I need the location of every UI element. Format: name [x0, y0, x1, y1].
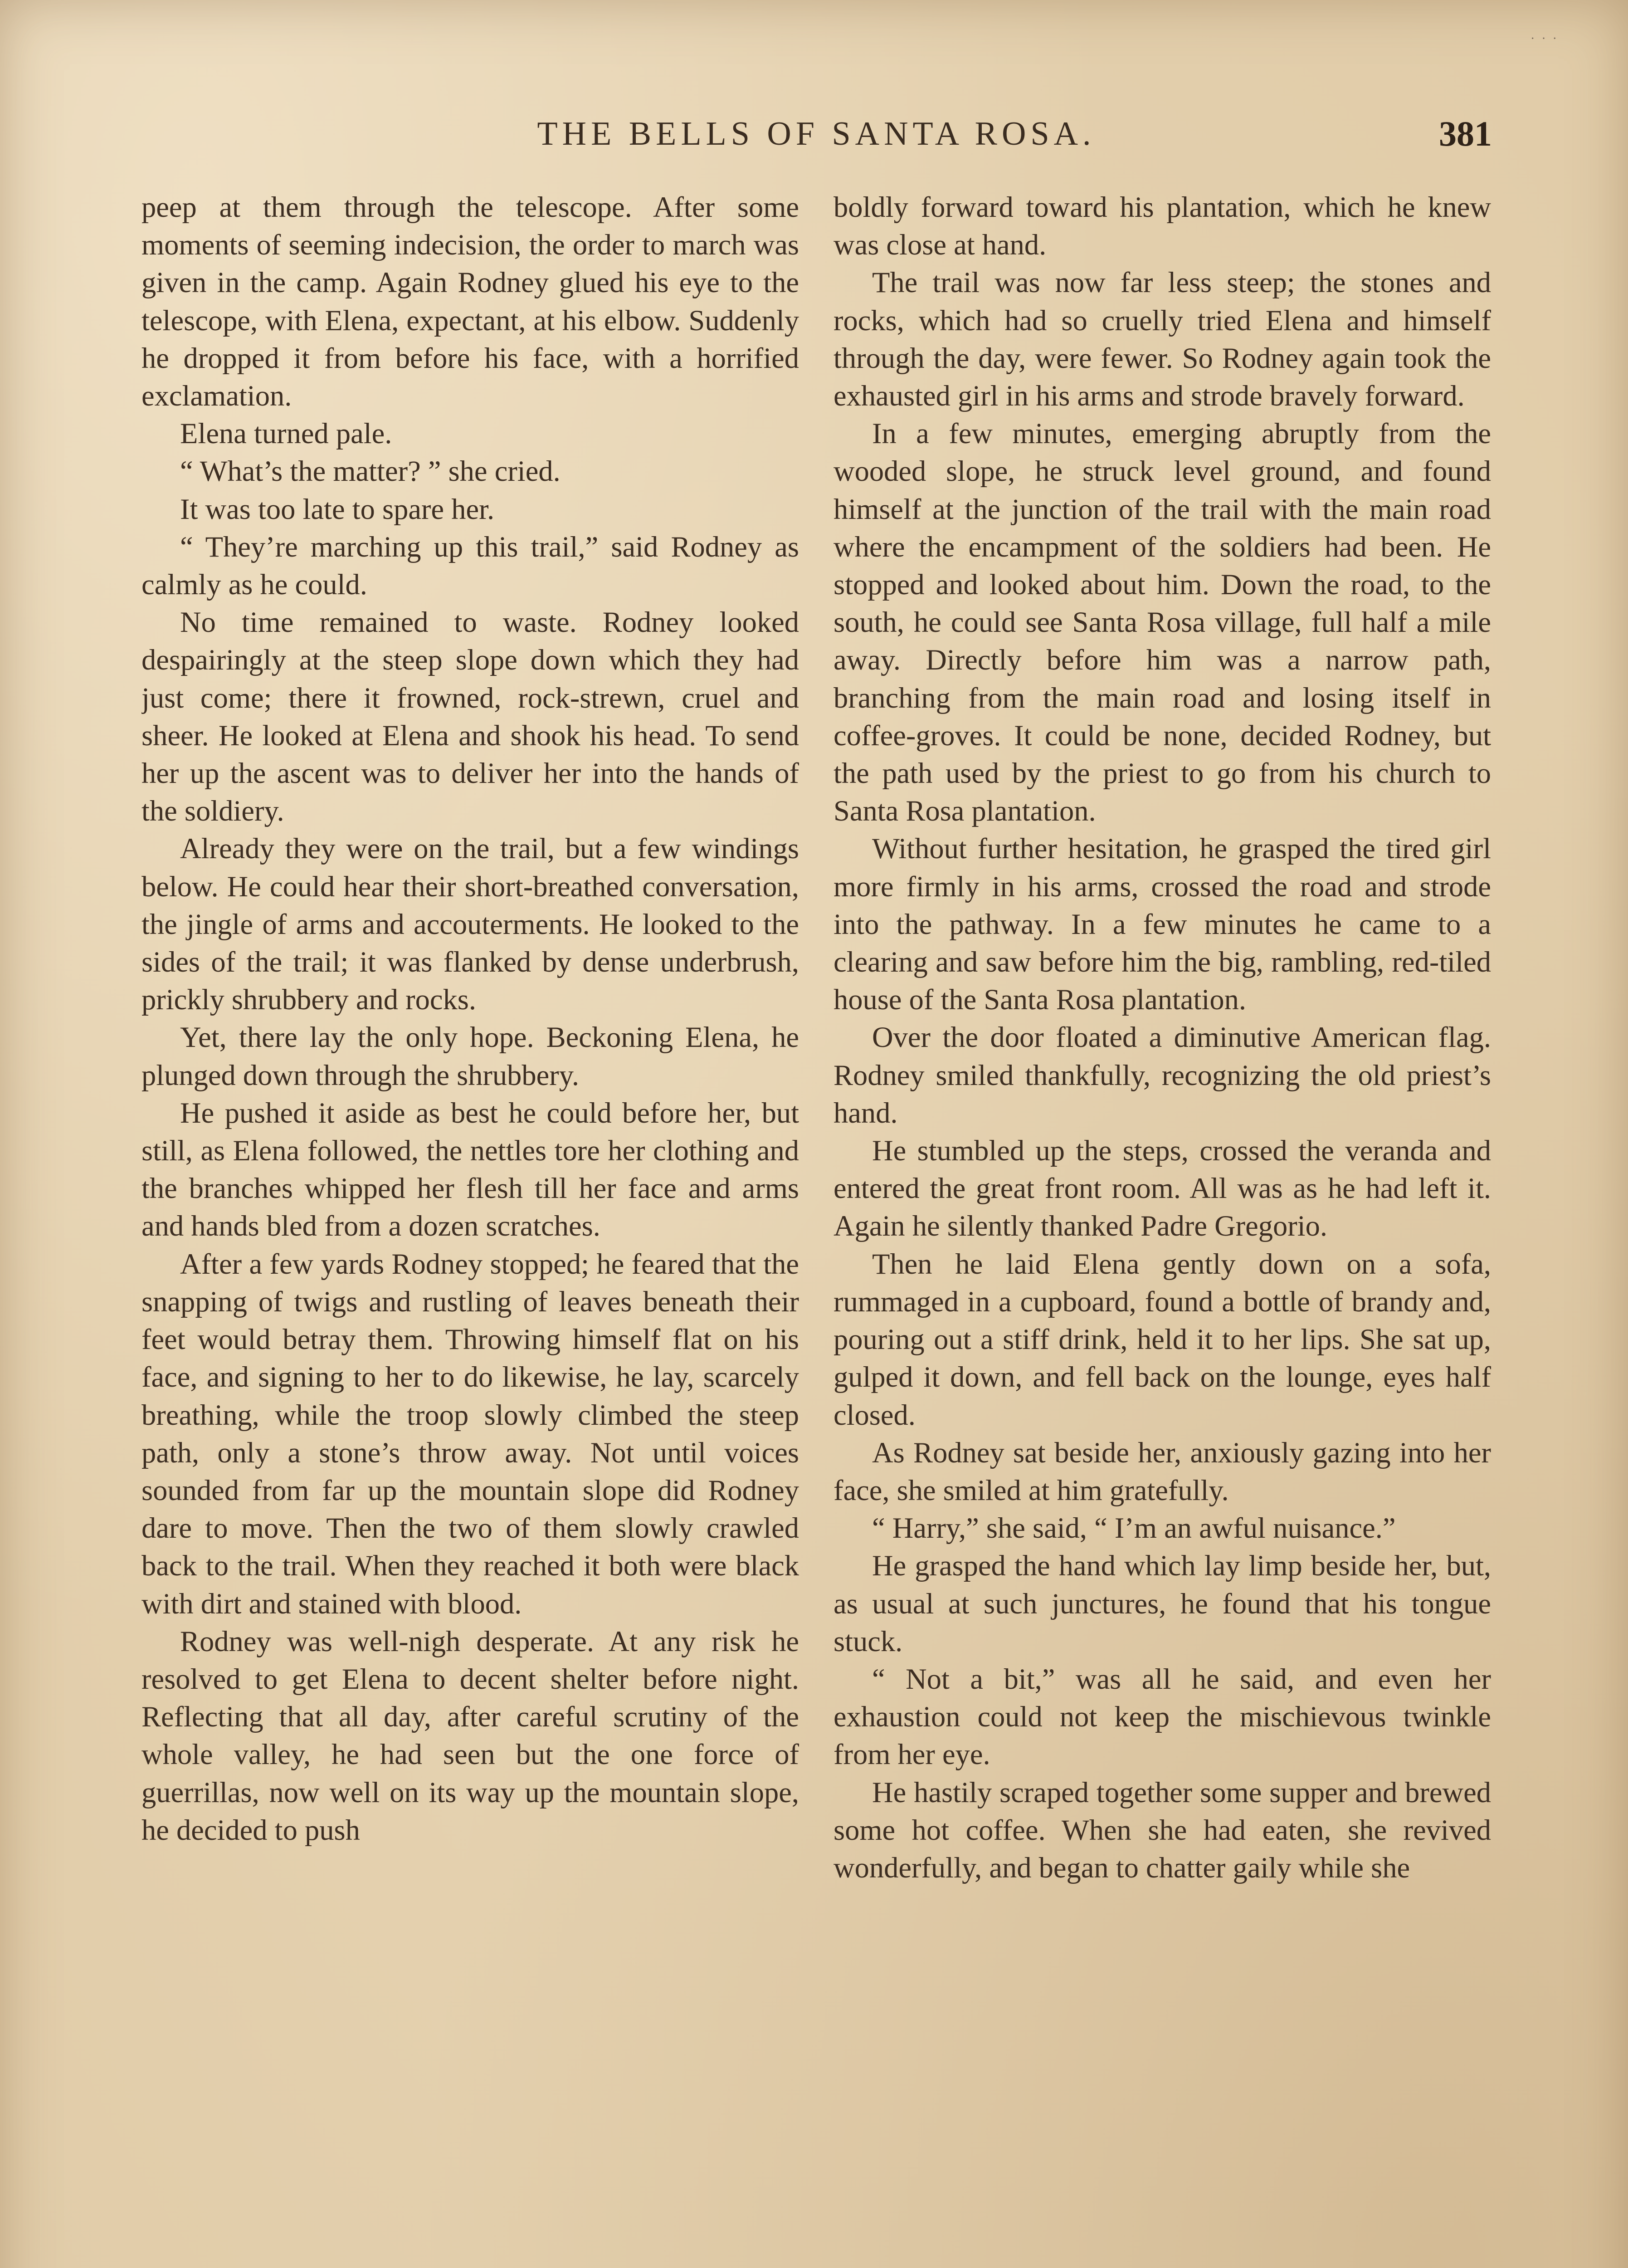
paragraph: After a few yards Rodney stopped; he feared that the snapping of twigs and rustling of leaves beneath their feet would betray them. Throwing himself flat on his face, and signing to her to do likewise, he lay, scarcely breathing, while the troop slowly climbed the steep path, only a stone’s throw away. Not until voices sounded from far up the mountain slope did Rodney dare to move. Then the two of them slowly crawled back to the trail. When they reached it both were black with dirt and stained with blood.	[141, 1247, 799, 1620]
paragraph: He grasped the hand which lay limp beside her, but, as usual at such junctures, he found that his tongue stuck.	[833, 1549, 1491, 1657]
paragraph: “ Not a bit,” was all he said, and even her exhaustion could not keep the mischievous twinkle from her eye.	[833, 1662, 1491, 1771]
paragraph: Elena turned pale.	[180, 417, 392, 450]
paragraph: It was too late to spare her.	[180, 493, 495, 525]
paragraph: He stumbled up the steps, crossed the veranda and entered the great front room. All was as he had left it. Again he silently thanked Padre Gregorio.	[833, 1134, 1491, 1242]
paragraph: “ Harry,” she said, “ I’m an awful nuisance.”	[872, 1512, 1396, 1545]
left-column	[141, 188, 799, 2268]
running-title: THE BELLS OF SANTA ROSA.	[537, 115, 1096, 152]
paragraph: “ What’s the matter? ” she cried.	[180, 455, 561, 488]
paragraph: Yet, there lay the only hope. Beckoning Elena, he plunged down through the shrubbery.	[141, 1021, 799, 1091]
running-head	[141, 109, 1492, 163]
paragraph: He hastily scraped together some supper and brewed some hot coffee. When she had eaten, she revived wonderfully, and began to chatter gaily while she	[833, 1776, 1491, 1884]
paragraph: No time remained to waste. Rodney looked despairingly at the steep slope down which they had just come; there it frowned, rock-strewn, cruel and sheer. He looked at Elena and shook his head. To send her up the ascent was to deliver her into the hands of the soldiery.	[141, 606, 799, 827]
paragraph: The trail was now far less steep; the stones and rocks, which had so cruelly tried Elena and himself through the day, were fewer. So Rodney again took the exhausted girl in his arms and strode bravely forward.	[833, 266, 1491, 412]
paragraph: He pushed it aside as best he could before her, but still, as Elena followed, the nettles tore her clothing and the branches whipped her flesh till her face and arms and hands bled from a dozen scratches.	[141, 1096, 799, 1242]
paragraph: Already they were on the trail, but a few windings below. He could hear their short-breathed conversation, the jingle of arms and accouterments. He looked to the sides of the trail; it was flanked by dense underbrush, prickly shrubbery and rocks.	[141, 832, 799, 1016]
paragraph: Then he laid Elena gently down on a sofa, rummaged in a cupboard, found a bottle of brandy and, pouring out a stiff drink, held it to her lips. She sat up, gulped it down, and fell back on the lounge, eyes half closed.	[833, 1247, 1491, 1431]
paragraph: As Rodney sat beside her, anxiously gazing into her face, she smiled at him gratefully.	[833, 1436, 1491, 1506]
paragraph: “ They’re marching up this trail,” said Rodney as calmly as he could.	[141, 530, 799, 601]
paragraph: Rodney was well-nigh desperate. At any risk he resolved to get Elena to decent shelter before night. Reflecting that all day, after careful scrutiny of the whole valley, he had seen but the one force of guerrillas, now well on its way up the mountain slope, he decided to push	[141, 1625, 799, 1846]
paragraph: Over the door floated a diminutive American flag. Rodney smiled thankfully, recognizing the old priest’s hand.	[833, 1021, 1491, 1129]
corner-smudge: · · ·	[1531, 32, 1559, 46]
right-column	[833, 188, 1491, 2268]
paragraph: In a few minutes, emerging abruptly from the wooded slope, he struck level ground, and found himself at the junction of the trail with the main road where the encampment of the soldiers had been. He stopped and looked about him. Down the road, to the south, he could see Santa Rosa village, full half a mile away. Directly before him was a narrow path, branching from the main road and losing itself in coffee-groves. It could be none, decided Rodney, but the path used by the priest to go from his church to Santa Rosa plantation.	[833, 417, 1491, 827]
paragraph: Without further hesitation, he grasped the tired girl more firmly in his arms, crossed the road and strode into the pathway. In a few minutes he came to a clearing and saw before him the big, rambling, red-tiled house of the Santa Rosa plantation.	[833, 832, 1491, 1016]
paragraph: peep at them through the telescope. After some moments of seeming indecision, the order to march was given in the camp. Again Rodney glued his eye to the telescope, with Elena, expectant, at his elbow. Suddenly he dropped it from before his face, with a horrified exclamation.	[141, 191, 799, 412]
page-number: 381	[1439, 114, 1492, 153]
paragraph: boldly forward toward his plantation, which he knew was close at hand.	[833, 191, 1491, 261]
